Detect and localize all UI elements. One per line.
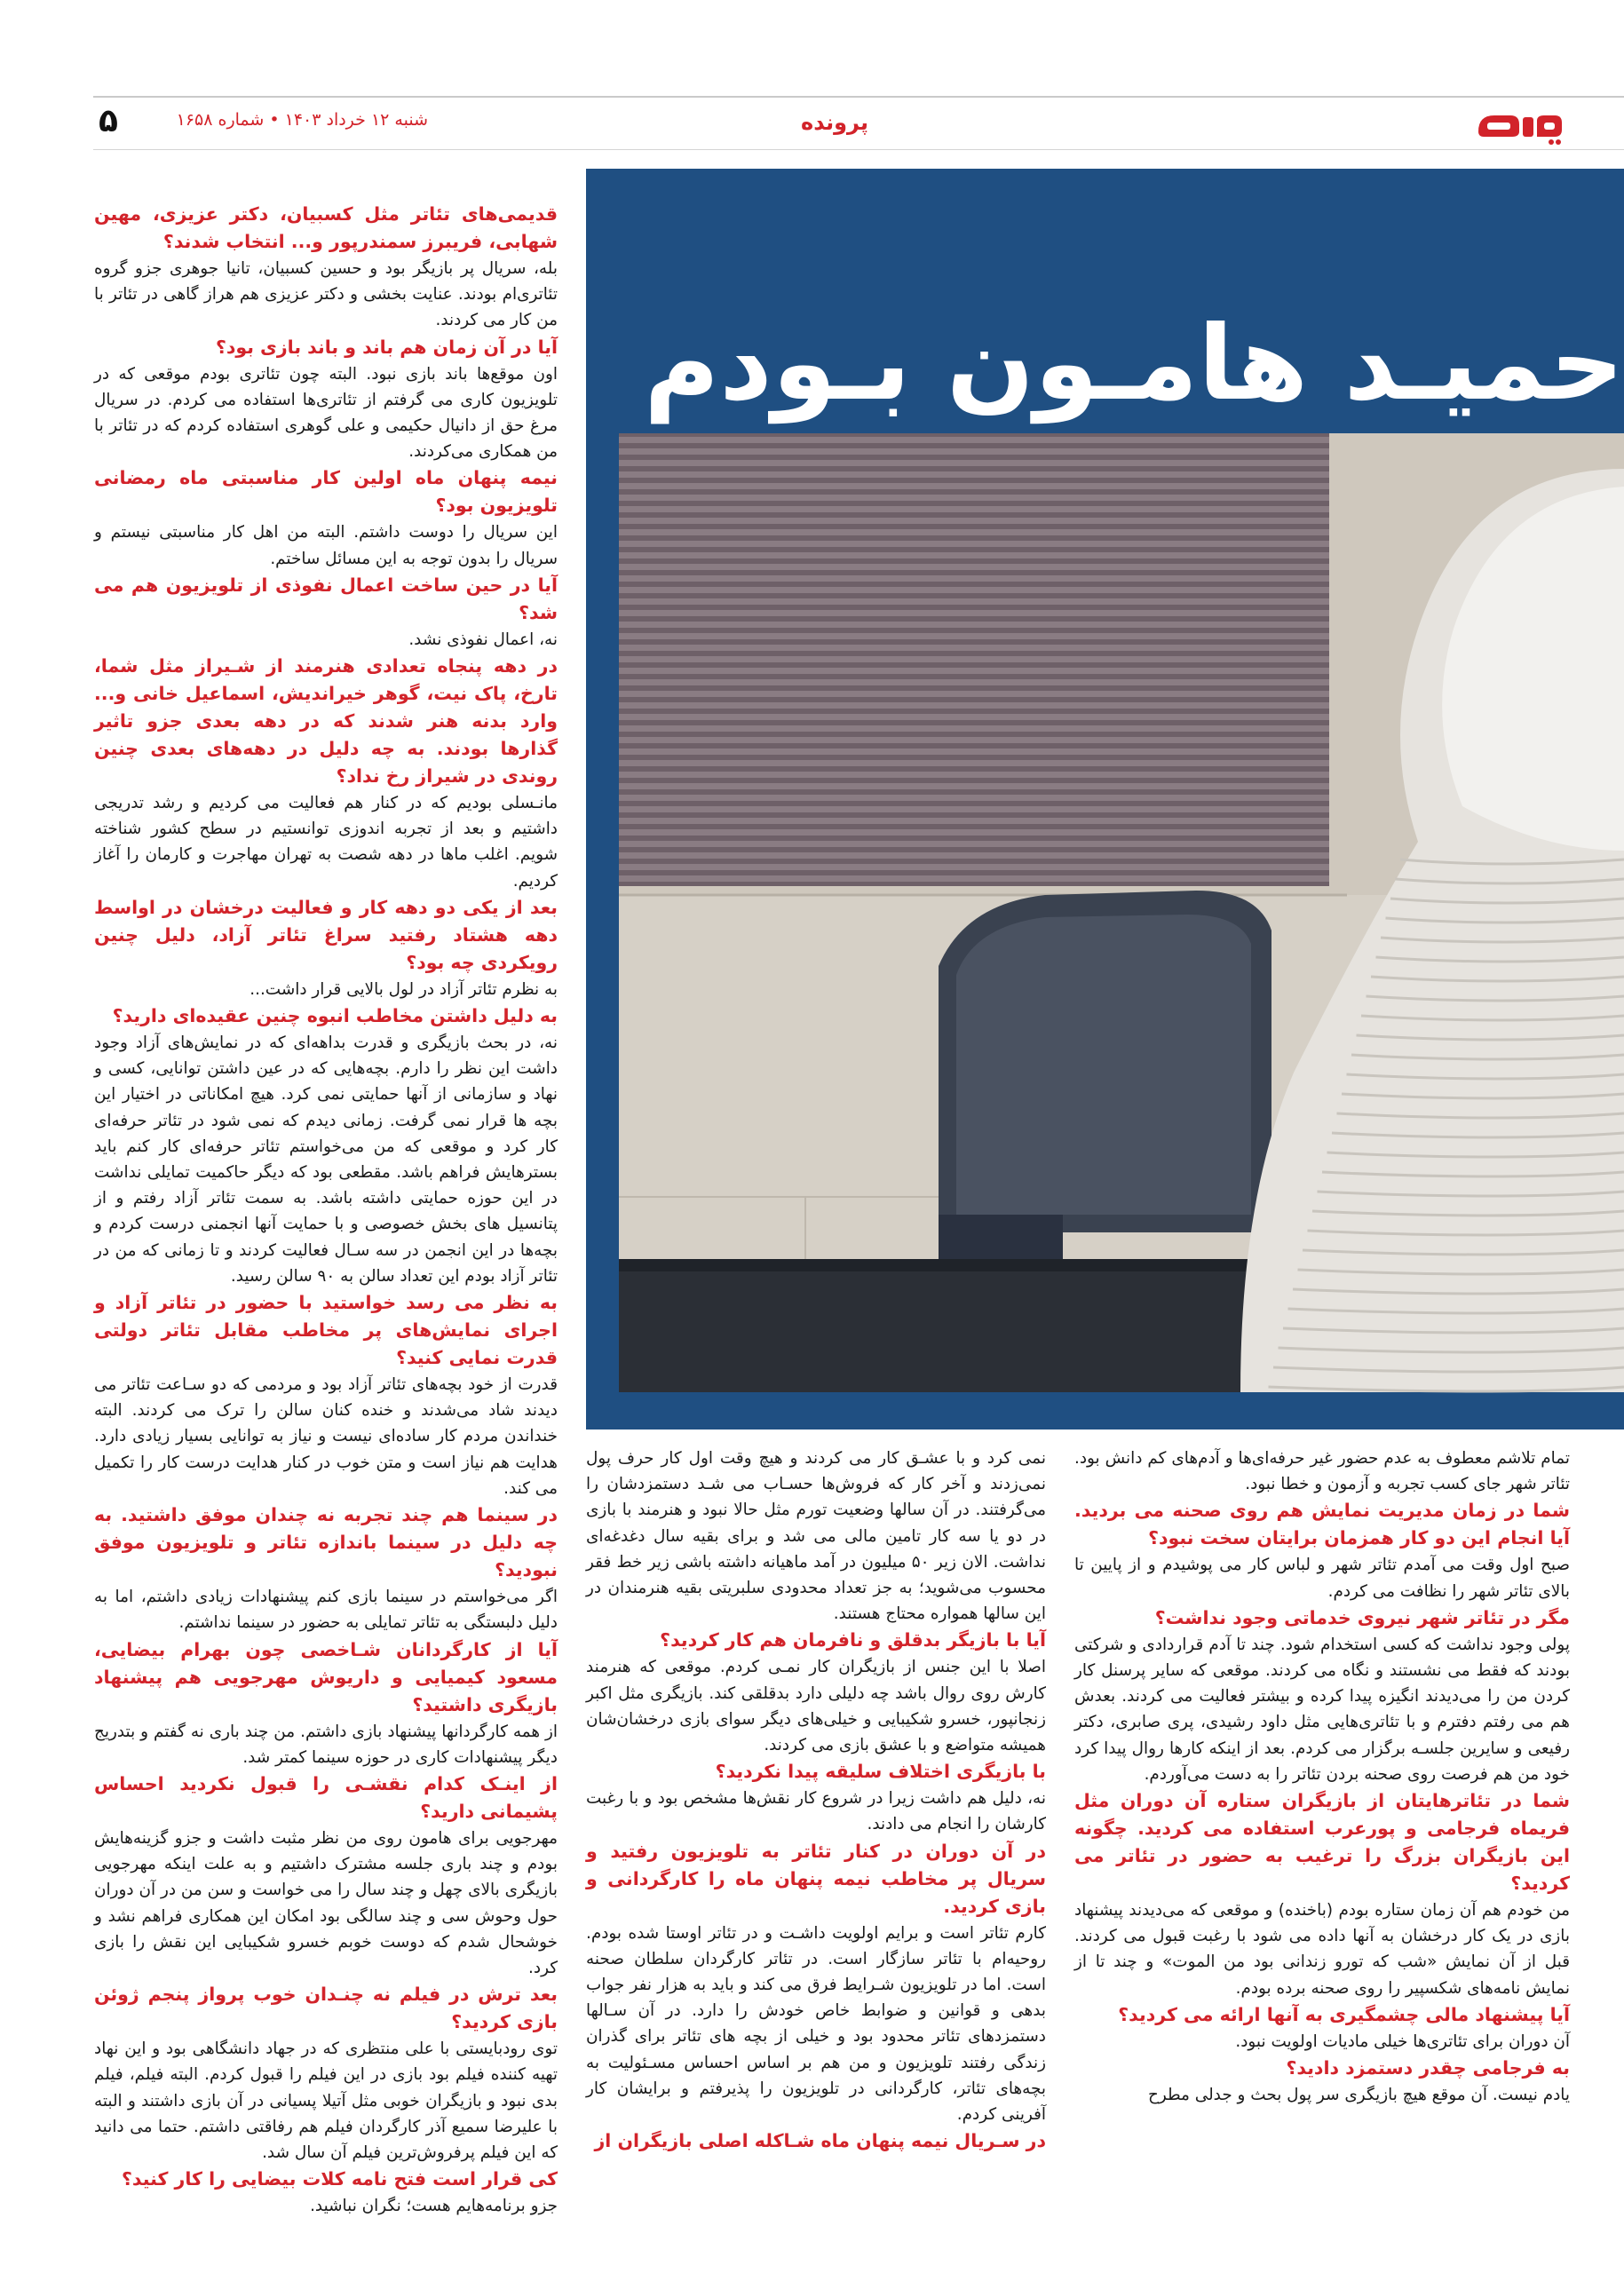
window-blinds (619, 433, 1329, 886)
interview-question: آیا در آن زمان هم باند و باند بازی بود؟ (215, 336, 558, 358)
interview-answer: اصلا با این جنس از بازیگران کار نمـی کردم. موقعی که هنرمند کارش روی روال باشد چه دلیلی دارد بدقلقی کند. بازیگری مثل اکبر زنجانپور، خسرو شکیبایی و خیلی‌های دیگر سوای بازی درخشان‌شان همیشه متواضع و با عشق بازی می کردند. (586, 1658, 1046, 1755)
interview-question: به فرجامی چقدر دستمزد دادید؟ (1286, 2057, 1570, 2079)
interview-question: کی قرار است فتح نامه کلات بیضایی را کار کنید؟ (122, 2168, 558, 2190)
interview-column-bottom-middle (586, 1445, 1046, 2155)
interview-question: با بازیگری اختلاف سلیقه پیدا نکردید؟ (715, 1761, 1046, 1783)
interview-answer: من خودم هم آن زمان ستاره بودم (باخنده) و موقعی که می‌دیدند پیشنهاد بازی در یک کار درخشان به آنها داده می شود با رغبت قبول می کردند. قبل از آن نمایش «شب که تورو زندانی بود من الموت» و چند تا از نمایش نامه‌های شکسپیر را روی صحنه برده بودم. (1074, 1901, 1570, 1998)
interview-question: نیمه پنهان ماه اولین کار مناسبتی ماه رمضانی تلویزیون بود؟ (94, 467, 558, 517)
interview-question: به دلیل داشتن مخاطب انبوه چنین عقیده‌ای دارید؟ (112, 1005, 558, 1027)
interview-answer: یادم نیست. آن موقع هیچ بازیگری سر پول بحث و جدلی مطرح (1147, 2086, 1570, 2105)
interview-answer: توی رودبایستی با علی منتظری که در جهاد دانشگاهی بود و این نهاد تهیه کننده فیلم بود بازی در این فیلم را قبول کردم. البته فیلم، فیلم بدی نبود و بازیگران خوبی مثل آتیلا پسیانی در آن بازی داشتند و البته با علیرضا سمیع آذر کارگردان فیلم هم رفاقتی داشتم. حتما می دانید که این فیلم پرفروش‌ترین فیلم آن سال شد. (94, 2039, 558, 2162)
interview-question: در آن دوران در کنار تئاتر به تلویزیون رفتید و سریال پر مخاطب نیمه پنهان ماه را کارگردانی و بازی کردید. (586, 1840, 1046, 1917)
interview-answer: مهرجویی برای هامون روی من نظر مثبت داشت و جزو گزینه‌هایش بودم و چند باری جلسه مشترک داشتیم و به علت اینکه مهرجویی بازیگری بالای چهل و چند سال را می خواست و سن من در آن دوران حول وحوش سی و چند سالگی بود امکان این همکاری فراهم نشد و خوشحال شدم که دوست خوبم خسرو شکیبایی این نقش را بازی کرد. (94, 1828, 558, 1977)
interview-answer: تمام تلاشم معطوف به عدم حضور غیر حرفه‌ای‌ها و آدم‌های کم دانش بود. تئاتر شهر جای کسب تجربه و آزمون و خطا نبود. (1074, 1449, 1570, 1494)
headline: حمیـد هامـون بـودم (644, 304, 1624, 424)
interview-question: از اینـک کدام نقشـی را قبول نکردید احساس پشیمانی دارید؟ (94, 1772, 558, 1822)
interview-column-right (94, 201, 558, 2219)
interview-answer: نه، اعمال نفوذی نشد. (408, 630, 558, 649)
publication-logo[interactable] (1471, 105, 1569, 147)
interview-answer: از همه کارگردانها پیشنهاد بازی داشتم. من چند باری نه گفتم و بتدریج دیگر پیشنهادات کاری در حوزه سینما کمتر شد. (94, 1722, 558, 1767)
interview-answer: قدرت از خود بچه‌های تئاتر آزاد بود و مردمی که دو سـاعت تئاتر می دیدند شاد می‌شدند و خنده کنان سالن را ترک می کردند. البته خنداندن مردم کار ساده‌ای نیست و نیاز به توانایی بسیار زیادی دارد. هدایت هم نیاز است و متن خوب در کنار هدایت درست کار را تکمیل می کند. (94, 1375, 558, 1498)
interview-answer: نمی کرد و با عشـق کار می کردند و هیچ وقت اول کار حرف پول نمی‌زدند و آخر کار که فروش‌ها حسـاب می شـد دستمزدشان را می‌گرفتند. در آن سالها وضعیت تورم مثل حالا نبود و هنرمند با بازی در دو یا سه کار تامین مالی می شد و برای بقیه سال دغدغه‌ای نداشت. الان زیر ۵۰ میلیون در آمد ماهیانه داشته باشی زیر خط فقر محسوب می‌شوید؛ به جز تعداد محدودی سلبریتی بقیه هنرمندان در این سالها همواره محتاج هستند. (586, 1449, 1047, 1624)
interview-answer: کارم تئاتر است و برایم اولویت داشـت و در تئاتر اوستا شده بودم. روحیه‌ام با تئاتر سازگار است. در تئاتر کارگردان سلطان صحنه است. اما در تلویزیون شـرایط فرق می کند و باید به هزار نفر جواب بدهی و قوانین و ضوابط خاص خودش را دارد. در آن سـالها دستمزدهای تئاتر محدود بود و خیلی از بچه های تئاتر برای گذران زندگی رفتند تلویزیون و من هم بر اساس احساس مسـئولیت به بچه‌های تئاتر، کارگردانی در تلویزیون را پذیرفتم و برایشان کار آفرینی کردم. (586, 1923, 1046, 2125)
logo-mark-icon (1471, 105, 1569, 147)
interview-answer: نه، دلیل هم داشت زیرا در شروع کار نقش‌ها مشخص بود و با رغبت کارشان را انجام می دادند. (586, 1789, 1046, 1834)
interview-answer: اون موقع‌ها باند بازی نبود. البته چون تئاتری بودم موقعی که در تلویزیون کاری می گرفتم از تئاتری‌ها استفاده می کردم. در سریال مرغ حق از دانیال حکیمی و علی گوهری استفاده کردم که در تئاتر با من همکاری می‌کردند. (94, 364, 558, 462)
header-top-rule (93, 96, 1624, 98)
interview-answer: جزو برنامه‌هایم هست؛ نگران نباشید. (310, 2197, 558, 2216)
interview-answer: پولی وجود نداشت که کسی استخدام شود. چند تا آدم قراردادی و شرکتی بودند که فقط می نشستند و نگاه می کردند. موقعی که سایر پرسنل کار کردن من را می‌دیدند انگیزه پیدا کرده و بیشتر فعالیت می کردند. بعدش هم می رفتم دفترم و با تئاتری‌هایی مثل داود رشیدی، پری صابری، دکتر رفیعی و سایرین جلسـه برگزار می کردم. بعد از اینکه کارها روال پیدا کرد خود من هم فرصت روی صحنه بردن تئاتر را به دست می‌آوردم. (1074, 1635, 1570, 1784)
interview-question: در دهه پنجاه تعدادی هنرمند از شـیراز مثل شما، تارخ، پاک نیت، گوهر خیراندیش، اسماعیل خانی و... وارد بدنه هنر شدند که در دهه بعدی جزو تاثیر گذارها بودند. به چه دلیل در دهه‌های بعدی چنین روندی در شیراز رخ نداد؟ (94, 655, 558, 788)
interview-photo (619, 433, 1624, 1392)
interview-question: در سـریال نیمه پنهان ماه شـاکله اصلی بازیگران از (594, 2130, 1046, 2152)
interview-answer: این سریال را دوست داشتم. البته من اهل کار مناسبتی نیستم و سریال را بدون توجه به این مسائل ساختم. (94, 523, 558, 568)
interview-question: به نظر می رسد خواستید با حضور در تئاتر آزاد و اجرای نمایش‌های پر مخاطب مقابل تئاتر دولتی قدرت نمایی کنید؟ (94, 1292, 558, 1369)
interview-answer: بله، سریال پر بازیگر بود و حسین کسبیان، تانیا جوهری جزو گروه تئاتری‌ام بودند. عنایت بخشی و دکتر عزیزی هم هراز گاهی در تئاتر با من کار می کردند. (94, 259, 558, 330)
issue-info: شنبه ۱۲ خرداد ۱۴۰۳ • شماره ۱۶۵۸ (176, 110, 428, 130)
interview-question: بعد از یکی دو دهه کار و فعالیت درخشان در اواسط دهه هشتاد رفتید سراغ تئاتر آزاد، دلیل چنین رویکردی چه بود؟ (94, 896, 558, 973)
interview-answer: به نظرم تئاتر آزاد در لول بالایی قرار داشت... (250, 979, 558, 999)
interview-column-bottom-left (1074, 1445, 1570, 2108)
interview-question: آیا پیشنهاد مالی چشمگیری به آنها ارائه می کردید؟ (1118, 2003, 1570, 2025)
interview-question: شما در تئاترهایتان از بازیگران ستاره آن دوران مثل فریماه فرجامی و پورعرب استفاده می کردید. چگونه این بازیگران بزرگ را ترغیب به حضور در تئاتر می کردید؟ (1074, 1790, 1570, 1895)
interview-question: بعد ترش در فیلم نه چنـدان خوب پرواز پنجم ژوئن بازی کردید؟ (94, 1984, 558, 2033)
interview-question: در سینما هم چند تجربه نه چندان موفق داشتید. به چه دلیل در سینما باندازه تئاتر و تلویزیون موفق نبودید؟ (94, 1504, 558, 1581)
interview-answer: اگر می‌خواستم در سینما بازی کنم پیشنهادات زیادی داشتم، اما به دلیل دلبستگی به تئاتر تمایلی به حضور در سینما نداشتم. (94, 1588, 558, 1633)
section-label: پرونده (801, 110, 868, 135)
interview-question: آیا در حین ساخت اعمال نفوذی از تلویزیون هم می شد؟ (94, 574, 558, 623)
interview-question: شما در زمان مدیریت نمایش هم روی صحنه می بردید. آیا انجام این دو کار همزمان برایتان سخت نبود؟ (1074, 1500, 1570, 1549)
interview-answer: مانـسلی بودیم که در کنار هم فعالیت می کردیم و رشد تدریجی داشتیم و بعد از تجربه اندوزی توانستیم در سطح کشور شناخته شویم. اغلب ماها در دهه شصت به تهران مهاجرت و کارمان را آغاز کردیم. (94, 794, 558, 891)
header-bottom-rule (93, 149, 1624, 150)
page-number: ۵ (99, 103, 118, 139)
interview-answer: آن دوران برای تئاتری‌ها خیلی مادیات اولویت نبود. (1235, 2031, 1570, 2051)
interview-question: قدیمی‌های تئاتر مثل کسبیان، دکتر عزیزی، مهین شهابی، فریبرز سمندرپور و... انتخاب شدند؟ (94, 203, 558, 252)
interview-answer: صبح اول وقت می آمدم تئاتر شهر و لباس کار می پوشیدم و از پایین تا بالای تئاتر شهر را نظافت می کردم. (1074, 1556, 1570, 1601)
interview-answer: نه، در بحث بازیگری و قدرت بداهه‌ای که در نمایش‌های آزاد وجود داشت این نظر را دارم. بچه‌هایی که در عین داشتن توانایی، کسی و نهاد و سازمانی از آنها حمایتی نمی کرد. هیچ امکاناتی در اختیار این بچه ها قرار نمی گرفت. زمانی دیدم که نمی شود در تئاتر حرفه‌ای کار کرد و موقعی که من می‌خواستم تئاتر حرفه‌ای کار کنم باید بسترهایش فراهم باشد. مقطعی بود که دیگر حاکمیت تمایلی نداشت در این حوزه حمایتی داشته باشد. به سمت تئاتر آزاد رفتم و از پتانسیل های بخش خصوصی و با حمایت آنها انجمنی درست کردم و بچه‌ها در این انجمن در سه سـال فعالیت کردند و تا زمانی که من در تئاتر آزاد بودم این تعداد سالن به ۹۰ سالن رسید. (94, 1034, 558, 1286)
interview-question: مگر در تئاتر شهر نیروی خدماتی وجود نداشت؟ (1154, 1606, 1570, 1628)
interview-question: آیا از کارگردانان شـاخصی چون بهرام بیضایی، مسعود کیمیایی و داریوش مهرجویی هم پیشنهاد بازیگری داشتید؟ (94, 1638, 558, 1715)
interview-question: آیا با بازیگر بدقلق و نافرمان هم کار کردید؟ (660, 1629, 1046, 1651)
